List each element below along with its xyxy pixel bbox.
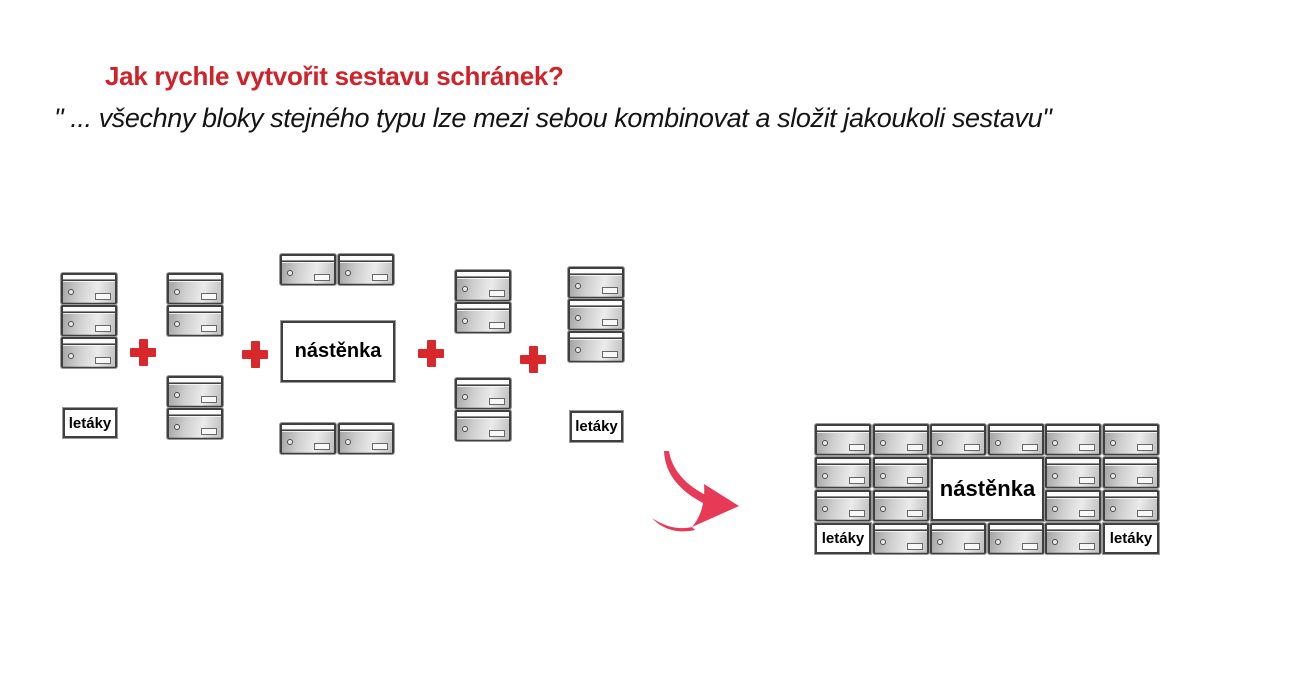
keyhole-icon — [1110, 506, 1116, 512]
mailbox-label-strip — [1105, 492, 1157, 497]
keyhole-icon — [287, 270, 293, 276]
mailbox-assembly — [930, 523, 986, 554]
mailbox-door — [340, 262, 392, 284]
mailbox-label-strip — [570, 269, 622, 274]
page-title: Jak rychle vytvořit sestavu schránek? — [105, 61, 564, 91]
mailbox-door — [457, 278, 509, 300]
mailbox-block-B — [167, 376, 223, 407]
mailbox-label-strip — [457, 304, 509, 309]
keyhole-icon — [1052, 539, 1058, 545]
mailbox-nameplate — [964, 444, 980, 451]
mailbox-label-strip — [169, 378, 221, 383]
mailbox-nameplate — [489, 430, 505, 437]
mailbox-nameplate — [1022, 543, 1038, 550]
mailbox-block-B — [167, 305, 223, 336]
mailbox-nameplate — [602, 287, 618, 294]
mailbox-nameplate — [907, 510, 923, 517]
mailbox-door — [457, 418, 509, 440]
leaflets-box: letáky — [1103, 523, 1159, 554]
mailbox-label-strip — [169, 275, 221, 280]
mailbox-nameplate — [1137, 510, 1153, 517]
mailbox-nameplate — [372, 443, 388, 450]
mailbox-door — [169, 281, 221, 303]
keyhole-icon — [1110, 473, 1116, 479]
keyhole-icon — [880, 539, 886, 545]
mailbox-nameplate — [95, 293, 111, 300]
mailbox-nameplate — [849, 444, 865, 451]
mailbox-nameplate — [95, 325, 111, 332]
mailbox-label-strip — [817, 459, 869, 464]
mailbox-label-strip — [932, 426, 984, 431]
mailbox-nameplate — [489, 290, 505, 297]
keyhole-icon — [174, 392, 180, 398]
mailbox-block-D — [455, 378, 511, 409]
keyhole-icon — [822, 440, 828, 446]
mailbox-assembly — [873, 457, 929, 488]
keyhole-icon — [68, 321, 74, 327]
mailbox-nameplate — [95, 357, 111, 364]
keyhole-icon — [287, 439, 293, 445]
mailbox-label-strip — [817, 426, 869, 431]
mailbox-block-E — [568, 331, 624, 362]
mailbox-block-C — [280, 254, 336, 285]
mailbox-assembly — [873, 523, 929, 554]
mailbox-assembly — [815, 457, 871, 488]
plus-icon — [129, 338, 157, 367]
mailbox-door — [63, 345, 115, 367]
mailbox-door — [570, 339, 622, 361]
mailbox-nameplate — [907, 444, 923, 451]
plus-icon — [519, 345, 547, 374]
keyhole-icon — [1052, 440, 1058, 446]
mailbox-door — [169, 384, 221, 406]
mailbox-label-strip — [63, 339, 115, 344]
mailbox-nameplate — [1079, 543, 1095, 550]
mailbox-label-strip — [1047, 459, 1099, 464]
keyhole-icon — [575, 283, 581, 289]
mailbox-assembly — [815, 424, 871, 455]
mailbox-block-D — [455, 270, 511, 301]
keyhole-icon — [880, 506, 886, 512]
mailbox-door — [1105, 465, 1157, 487]
mailbox-nameplate — [489, 322, 505, 329]
mailbox-door — [1047, 498, 1099, 520]
keyhole-icon — [174, 289, 180, 295]
mailbox-nameplate — [849, 510, 865, 517]
mailbox-assembly — [1045, 490, 1101, 521]
mailbox-label-strip — [457, 380, 509, 385]
mailbox-label-strip — [932, 525, 984, 530]
mailbox-block-B — [167, 408, 223, 439]
board-box: nástěnka — [931, 457, 1044, 521]
mailbox-label-strip — [63, 307, 115, 312]
mailbox-nameplate — [849, 477, 865, 484]
mailbox-door — [63, 313, 115, 335]
mailbox-label-strip — [340, 256, 392, 261]
mailbox-label-strip — [457, 272, 509, 277]
mailbox-nameplate — [602, 319, 618, 326]
mailbox-door — [1105, 432, 1157, 454]
mailbox-door — [817, 465, 869, 487]
mailbox-nameplate — [201, 325, 217, 332]
keyhole-icon — [575, 315, 581, 321]
keyhole-icon — [68, 289, 74, 295]
mailbox-door — [457, 310, 509, 332]
mailbox-label-strip — [169, 410, 221, 415]
mailbox-door — [340, 431, 392, 453]
mailbox-assembly — [1103, 457, 1159, 488]
mailbox-assembly — [1045, 457, 1101, 488]
mailbox-block-A — [61, 337, 117, 368]
mailbox-door — [1047, 432, 1099, 454]
mailbox-nameplate — [201, 428, 217, 435]
mailbox-block-C — [338, 254, 394, 285]
mailbox-block-C — [338, 423, 394, 454]
keyhole-icon — [995, 539, 1001, 545]
mailbox-label-strip — [282, 256, 334, 261]
mailbox-block-C — [280, 423, 336, 454]
mailbox-block-A — [61, 305, 117, 336]
mailbox-block-D — [455, 302, 511, 333]
mailbox-door — [282, 431, 334, 453]
mailbox-assembly — [1045, 523, 1101, 554]
mailbox-nameplate — [907, 477, 923, 484]
mailbox-assembly — [930, 424, 986, 455]
mailbox-label-strip — [875, 459, 927, 464]
mailbox-door — [457, 386, 509, 408]
mailbox-door — [1047, 531, 1099, 553]
keyhole-icon — [68, 353, 74, 359]
mailbox-nameplate — [1079, 477, 1095, 484]
mailbox-label-strip — [875, 525, 927, 530]
mailbox-label-strip — [1047, 426, 1099, 431]
keyhole-icon — [822, 506, 828, 512]
mailbox-nameplate — [1022, 444, 1038, 451]
keyhole-icon — [462, 394, 468, 400]
keyhole-icon — [575, 347, 581, 353]
board-box: nástěnka — [281, 321, 395, 382]
mailbox-block-E — [568, 267, 624, 298]
mailbox-label-strip — [817, 492, 869, 497]
mailbox-nameplate — [1079, 510, 1095, 517]
mailbox-door — [875, 498, 927, 520]
mailbox-label-strip — [990, 525, 1042, 530]
mailbox-assembly — [1103, 490, 1159, 521]
mailbox-nameplate — [907, 543, 923, 550]
mailbox-assembly — [873, 424, 929, 455]
mailbox-door — [1105, 498, 1157, 520]
mailbox-door — [990, 531, 1042, 553]
mailbox-label-strip — [570, 301, 622, 306]
mailbox-door — [169, 313, 221, 335]
mailbox-nameplate — [314, 443, 330, 450]
keyhole-icon — [1110, 440, 1116, 446]
mailbox-nameplate — [201, 293, 217, 300]
keyhole-icon — [462, 426, 468, 432]
mailbox-door — [63, 281, 115, 303]
leaflets-box: letáky — [570, 411, 623, 442]
mailbox-block-E — [568, 299, 624, 330]
mailbox-label-strip — [340, 425, 392, 430]
mailbox-nameplate — [602, 351, 618, 358]
keyhole-icon — [880, 440, 886, 446]
keyhole-icon — [1052, 473, 1058, 479]
keyhole-icon — [174, 321, 180, 327]
mailbox-assembly — [873, 490, 929, 521]
mailbox-label-strip — [570, 333, 622, 338]
mailbox-door — [990, 432, 1042, 454]
mailbox-nameplate — [1079, 444, 1095, 451]
mailbox-assembly — [815, 490, 871, 521]
keyhole-icon — [462, 286, 468, 292]
mailbox-label-strip — [990, 426, 1042, 431]
plus-icon — [241, 340, 269, 369]
keyhole-icon — [880, 473, 886, 479]
mailbox-label-strip — [169, 307, 221, 312]
leaflets-box: letáky — [63, 408, 117, 438]
mailbox-assembly — [988, 523, 1044, 554]
keyhole-icon — [462, 318, 468, 324]
mailbox-door — [875, 465, 927, 487]
mailbox-label-strip — [875, 492, 927, 497]
mailbox-label-strip — [457, 412, 509, 417]
keyhole-icon — [345, 270, 351, 276]
mailbox-block-A — [61, 273, 117, 304]
keyhole-icon — [937, 440, 943, 446]
keyhole-icon — [995, 440, 1001, 446]
mailbox-door — [1047, 465, 1099, 487]
keyhole-icon — [822, 473, 828, 479]
leaflets-box: letáky — [815, 523, 871, 554]
mailbox-label-strip — [1105, 459, 1157, 464]
mailbox-door — [570, 275, 622, 297]
mailbox-nameplate — [1137, 477, 1153, 484]
mailbox-assembly — [988, 424, 1044, 455]
mailbox-assembly — [1103, 424, 1159, 455]
arrow-icon — [646, 448, 750, 532]
mailbox-nameplate — [201, 396, 217, 403]
mailbox-label-strip — [1047, 525, 1099, 530]
mailbox-nameplate — [372, 274, 388, 281]
mailbox-door — [282, 262, 334, 284]
mailbox-label-strip — [875, 426, 927, 431]
mailbox-label-strip — [1047, 492, 1099, 497]
mailbox-nameplate — [1137, 444, 1153, 451]
mailbox-block-B — [167, 273, 223, 304]
keyhole-icon — [174, 424, 180, 430]
mailbox-nameplate — [489, 398, 505, 405]
keyhole-icon — [937, 539, 943, 545]
mailbox-assembly — [1045, 424, 1101, 455]
mailbox-nameplate — [964, 543, 980, 550]
keyhole-icon — [1052, 506, 1058, 512]
keyhole-icon — [345, 439, 351, 445]
mailbox-nameplate — [314, 274, 330, 281]
mailbox-door — [169, 416, 221, 438]
subtitle-quote: " ... všechny bloky stejného typu lze mezi sebou kombinovat a složit jakoukoli sestavu" — [54, 103, 1052, 133]
mailbox-block-D — [455, 410, 511, 441]
mailbox-door — [875, 432, 927, 454]
mailbox-door — [817, 498, 869, 520]
mailbox-door — [875, 531, 927, 553]
mailbox-label-strip — [63, 275, 115, 280]
mailbox-label-strip — [1105, 426, 1157, 431]
mailbox-door — [932, 531, 984, 553]
mailbox-door — [570, 307, 622, 329]
mailbox-door — [817, 432, 869, 454]
mailbox-label-strip — [282, 425, 334, 430]
mailbox-door — [932, 432, 984, 454]
plus-icon — [417, 339, 445, 368]
